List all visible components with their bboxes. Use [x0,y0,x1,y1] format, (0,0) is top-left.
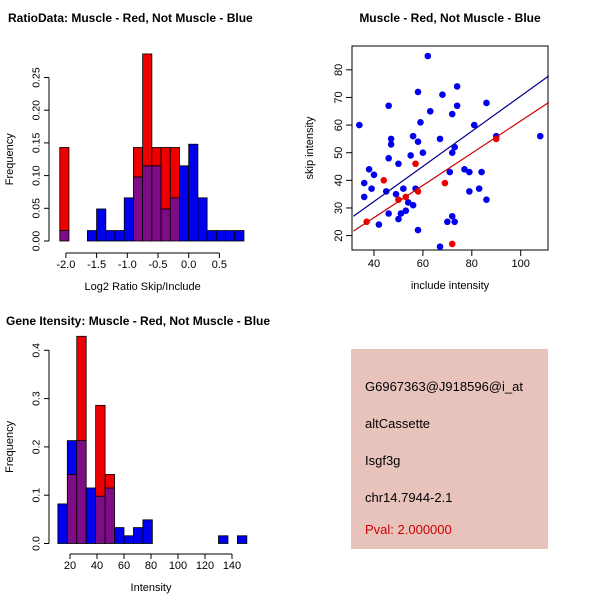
svg-text:20: 20 [63,560,77,572]
svg-text:0.25: 0.25 [30,67,43,88]
svg-text:0.0: 0.0 [181,259,197,271]
svg-text:Frequency: Frequency [4,420,16,473]
svg-text:0.2: 0.2 [30,439,43,455]
svg-text:80: 80 [465,258,478,270]
svg-text:0.0: 0.0 [30,536,43,551]
info-panel [351,349,548,549]
svg-text:Intensity: Intensity [130,582,172,594]
svg-text:0.1: 0.1 [30,487,43,503]
svg-text:Frequency: Frequency [4,133,16,186]
svg-text:skip intensity: skip intensity [304,116,316,180]
svg-text:60: 60 [416,258,430,270]
svg-text:0.20: 0.20 [30,99,43,121]
svg-text:-1.0: -1.0 [117,259,137,271]
gene-name-text: Isgf3g [365,453,401,468]
probe-id-text: G6967363@J918596@i_at [365,379,523,394]
svg-text:0.00: 0.00 [30,230,43,252]
svg-text:80: 80 [333,63,345,76]
svg-text:include intensity: include intensity [410,280,490,292]
svg-text:80: 80 [144,560,158,572]
svg-text:0.4: 0.4 [30,342,43,358]
svg-text:100: 100 [511,258,530,270]
svg-text:100: 100 [168,560,188,572]
svg-text:60: 60 [333,118,345,132]
svg-text:60: 60 [117,560,131,572]
event-type-text: altCassette [365,416,431,431]
gene-histogram [0,300,300,600]
svg-text:140: 140 [222,560,242,572]
svg-text:70: 70 [333,91,345,104]
svg-text:0.3: 0.3 [30,391,43,406]
svg-text:-2.0: -2.0 [56,259,76,271]
pval-text: Pval: 2.000000 [365,522,452,537]
svg-text:Log2 Ratio Skip/Include: Log2 Ratio Skip/Include [84,281,201,293]
svg-text:0.05: 0.05 [30,198,43,219]
svg-text:Gene Itensity: Muscle - Red, N: Gene Itensity: Muscle - Red, Not Muscle - Blue [6,314,271,328]
scatter-plot [300,0,600,300]
svg-text:-1.5: -1.5 [87,259,107,271]
svg-text:0.15: 0.15 [30,132,43,154]
svg-text:0.5: 0.5 [211,259,228,271]
svg-text:-0.5: -0.5 [148,259,168,271]
svg-text:40: 40 [367,258,381,270]
ratio-histogram [0,0,300,300]
svg-text:40: 40 [90,560,104,572]
locus-text: chr14.7944-2.1 [365,490,453,505]
svg-text:20: 20 [333,229,345,242]
svg-text:0.10: 0.10 [30,165,43,186]
svg-text:RatioData: Muscle - Red, Not M: RatioData: Muscle - Red, Not Muscle - Blue [8,11,253,25]
svg-text:Muscle - Red, Not Muscle - Blu: Muscle - Red, Not Muscle - Blue [359,11,541,25]
svg-text:40: 40 [333,174,345,187]
svg-text:30: 30 [333,201,345,215]
svg-text:50: 50 [333,146,345,159]
svg-text:120: 120 [195,560,215,572]
